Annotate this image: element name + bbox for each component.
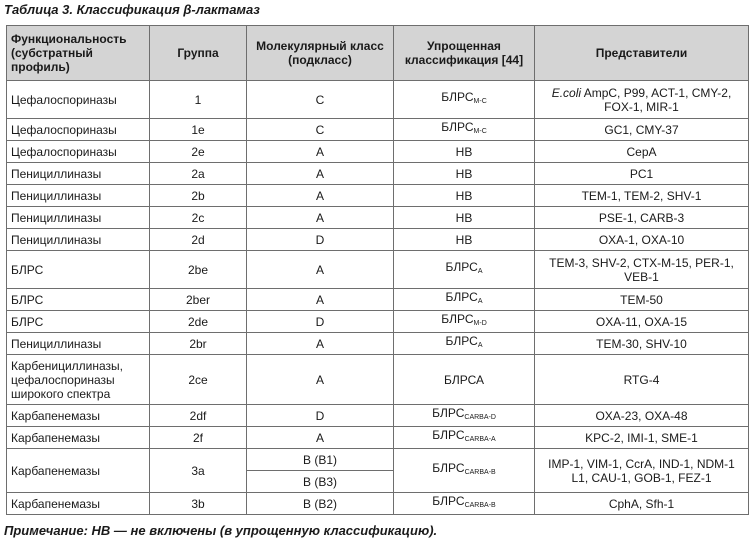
table-row [7, 405, 749, 427]
cell-reps: OXA-23, OXA-48 [535, 405, 749, 427]
cell-group: 2ber [150, 289, 247, 311]
cell-group: 2br [150, 333, 247, 355]
cell-func: Карбапенемазы [7, 493, 150, 515]
simple-base: БЛРС [445, 334, 478, 348]
table-caption: Таблица 3. Классификация β-лактамаз [4, 2, 260, 17]
simple-base: БЛРС [432, 406, 465, 420]
simple-base: БЛРС [432, 494, 465, 508]
cell-mol: A [247, 289, 394, 311]
cell-simple [394, 229, 535, 251]
cell-mol: A [247, 141, 394, 163]
cell-reps: KPC-2, IMI-1, SME-1 [535, 427, 749, 449]
cell-simple [394, 163, 535, 185]
reps-italic: E.coli [551, 85, 582, 100]
table-row [7, 333, 749, 355]
cell-group: 2d [150, 229, 247, 251]
cell-mol: A [247, 185, 394, 207]
cell-simple [394, 185, 535, 207]
simple-base: НВ [455, 210, 473, 225]
cell-func: Пенициллиназы [7, 229, 150, 251]
simple-base: НВ [455, 166, 473, 181]
simple-sub: CARBA-B [464, 469, 496, 476]
cell-func: Карбенициллиназы, цефалоспориназы широкого спектра [7, 355, 150, 405]
table-row [7, 163, 749, 185]
simple-sub: M-C [473, 98, 487, 105]
cell-func: БЛРС [7, 289, 150, 311]
reps-text: AmpC, P99, ACT-1, CMY-2, FOX-1, MIR-1 [581, 85, 732, 114]
cell-mol: B (B1) [247, 449, 394, 471]
simple-sub: A [477, 298, 483, 305]
cell-mol: D [247, 311, 394, 333]
simple-base: БЛРС [445, 290, 478, 304]
cell-group: 2a [150, 163, 247, 185]
cell-group: 3a [150, 449, 247, 493]
cell-mol: A [247, 333, 394, 355]
cell-mol: C [247, 119, 394, 141]
cell-simple [394, 207, 535, 229]
cell-func: Пенициллиназы [7, 185, 150, 207]
cell-simple [394, 311, 535, 333]
cell-reps: TEM-1, TEM-2, SHV-1 [535, 185, 749, 207]
simple-base: БЛРС [441, 90, 474, 104]
cell-group: 2be [150, 251, 247, 289]
simple-base: БЛРС [441, 120, 474, 134]
simple-sub: A [477, 342, 483, 349]
cell-mol: A [247, 163, 394, 185]
cell-group: 2de [150, 311, 247, 333]
simple-sub: M-D [473, 320, 487, 327]
simple-base: НВ [455, 188, 473, 203]
cell-reps: OXA-11, OXA-15 [535, 311, 749, 333]
cell-simple [394, 141, 535, 163]
table-row [7, 141, 749, 163]
simple-base: НВ [455, 144, 473, 159]
simple-sub: CARBA-B [464, 502, 496, 509]
simple-base: БЛРС [441, 312, 474, 326]
cell-simple [394, 405, 535, 427]
table-row [7, 229, 749, 251]
simple-base: НВ [455, 232, 473, 247]
cell-reps: CepA [535, 141, 749, 163]
header-func: Функциональность (субстратный профиль) [7, 26, 150, 81]
cell-reps: TEM-3, SHV-2, CTX-M-15, PER-1, VEB-1 [535, 251, 749, 289]
simple-sub: M-C [473, 128, 487, 135]
table-row [7, 493, 749, 515]
table-row [7, 207, 749, 229]
simple-base: БЛРСА [443, 372, 485, 387]
cell-func: БЛРС [7, 311, 150, 333]
cell-mol: B (B3) [247, 471, 394, 493]
cell-mol: D [247, 229, 394, 251]
table-note: Примечание: НВ — не включены (в упрощенную классификацию). [4, 523, 438, 538]
cell-reps: PC1 [535, 163, 749, 185]
table-row [7, 355, 749, 405]
cell-simple [394, 251, 535, 289]
cell-reps: OXA-1, OXA-10 [535, 229, 749, 251]
table-row [7, 427, 749, 449]
cell-mol: A [247, 427, 394, 449]
cell-simple [394, 119, 535, 141]
cell-group: 2f [150, 427, 247, 449]
header-row [7, 26, 749, 81]
table-row [7, 449, 749, 471]
cell-func: Карбапенемазы [7, 405, 150, 427]
cell-reps: PSE-1, CARB-3 [535, 207, 749, 229]
table-row [7, 311, 749, 333]
simple-base: БЛРС [432, 461, 465, 475]
cell-mol: A [247, 251, 394, 289]
table-row [7, 119, 749, 141]
cell-func: Карбапенемазы [7, 449, 150, 493]
cell-mol: C [247, 81, 394, 119]
cell-func: Цефалоспориназы [7, 119, 150, 141]
table-row [7, 185, 749, 207]
header-mol: Молекулярный класс (подкласс) [247, 26, 394, 81]
simple-base: БЛРС [432, 428, 465, 442]
cell-func: Цефалоспориназы [7, 141, 150, 163]
cell-mol: A [247, 355, 394, 405]
cell-reps [535, 81, 749, 119]
cell-mol: B (B2) [247, 493, 394, 515]
table-row [7, 251, 749, 289]
table-row [7, 81, 749, 119]
cell-reps: RTG-4 [535, 355, 749, 405]
cell-simple [394, 333, 535, 355]
simple-base: БЛРС [445, 260, 478, 274]
cell-group: 2e [150, 141, 247, 163]
cell-func: Пенициллиназы [7, 333, 150, 355]
cell-reps: CphA, Sfh-1 [535, 493, 749, 515]
cell-simple [394, 289, 535, 311]
cell-group: 1e [150, 119, 247, 141]
cell-reps: TEM-30, SHV-10 [535, 333, 749, 355]
cell-group: 1 [150, 81, 247, 119]
cell-func: Пенициллиназы [7, 207, 150, 229]
cell-reps: IMP-1, VIM-1, CcrA, IND-1, NDM-1 L1, CAU-1, GOB-1, FEZ-1 [535, 449, 749, 493]
header-reps: Представители [535, 26, 749, 81]
cell-group: 2df [150, 405, 247, 427]
beta-lactamase-table [6, 25, 749, 515]
cell-func: Цефалоспориназы [7, 81, 150, 119]
table-row [7, 289, 749, 311]
cell-group: 3b [150, 493, 247, 515]
cell-func: Карбапенемазы [7, 427, 150, 449]
cell-simple [394, 493, 535, 515]
cell-func: БЛРС [7, 251, 150, 289]
cell-mol: A [247, 207, 394, 229]
cell-group: 2ce [150, 355, 247, 405]
cell-reps: GC1, CMY-37 [535, 119, 749, 141]
cell-func: Пенициллиназы [7, 163, 150, 185]
cell-simple [394, 355, 535, 405]
simple-sub: CARBA-D [464, 414, 496, 421]
cell-simple [394, 449, 535, 493]
cell-simple [394, 427, 535, 449]
cell-reps: TEM-50 [535, 289, 749, 311]
simple-sub: A [477, 268, 483, 275]
cell-mol: D [247, 405, 394, 427]
cell-group: 2b [150, 185, 247, 207]
header-simple: Упрощенная классификация [44] [394, 26, 535, 81]
cell-simple [394, 81, 535, 119]
cell-group: 2c [150, 207, 247, 229]
simple-sub: CARBA-A [464, 436, 496, 443]
header-group: Группа [150, 26, 247, 81]
